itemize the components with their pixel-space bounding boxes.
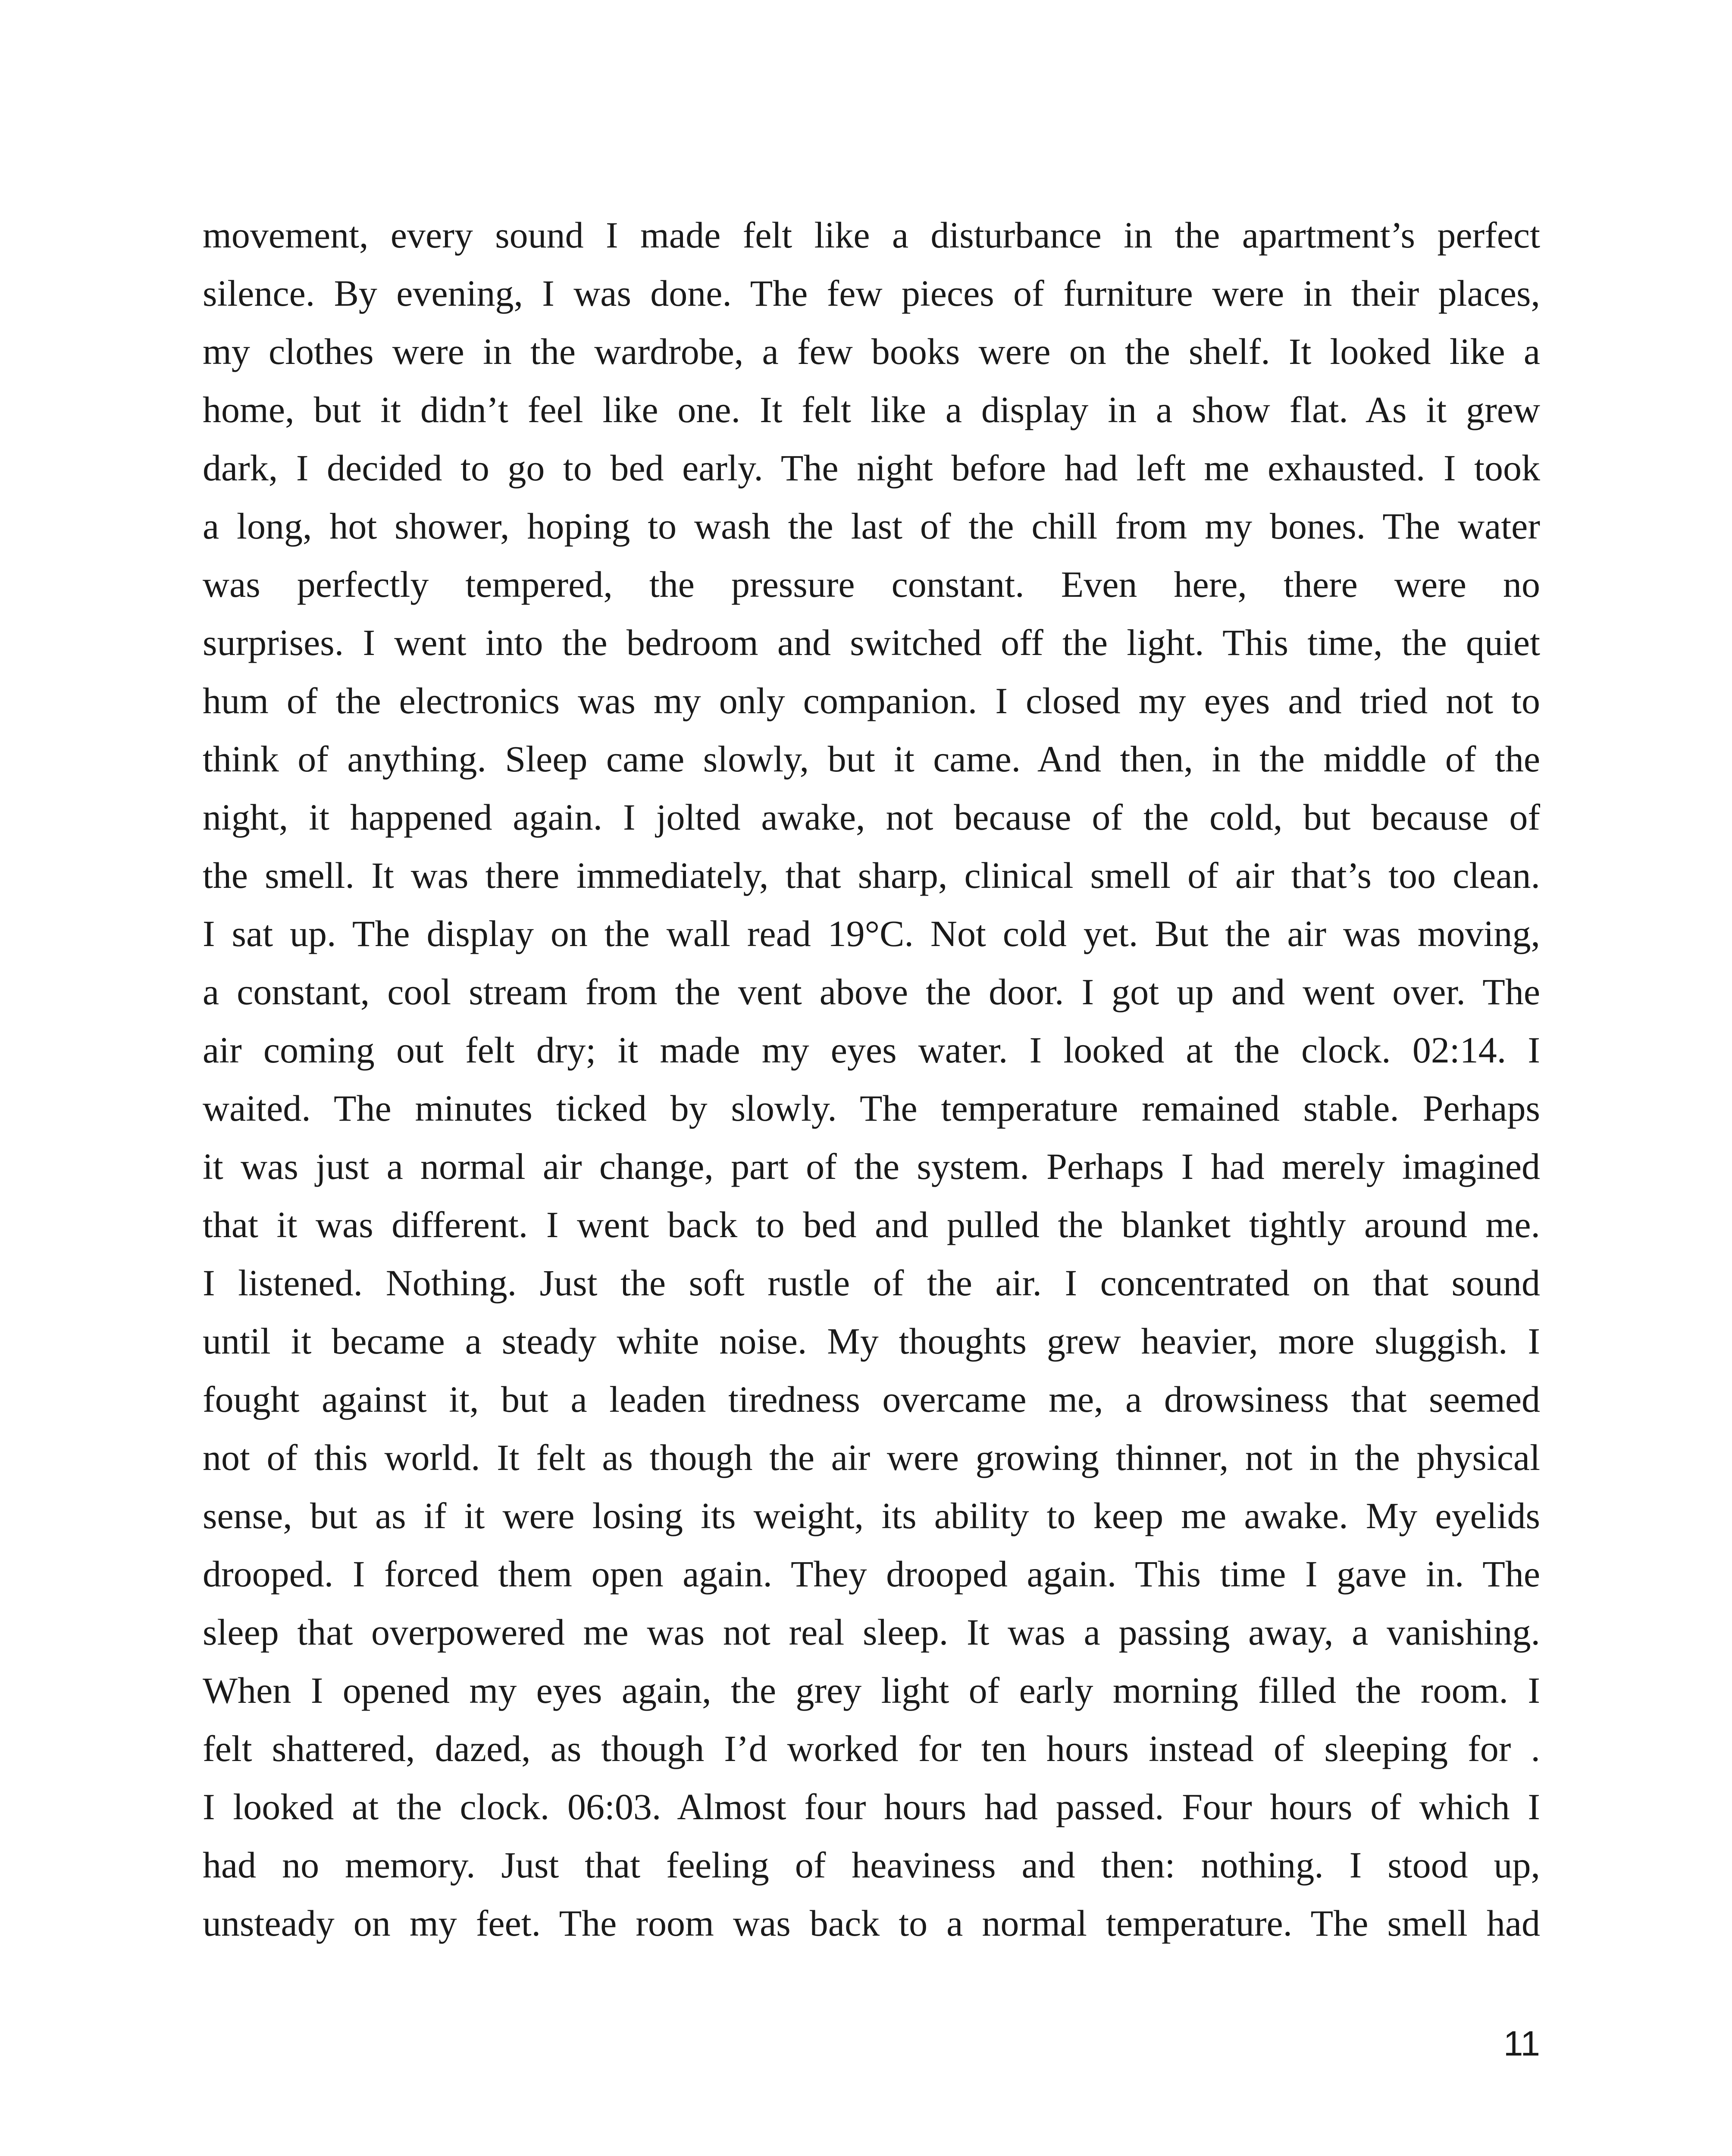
- text-line: movement, every sound I made felt like a disturbance in the apartment’s perfect: [203, 214, 1540, 256]
- text-line: waited. The minutes ticked by slowly. The temperature remained stable. Perhaps: [203, 1087, 1540, 1129]
- text-line: I sat up. The display on the wall read 19°C. Not cold yet. But the air was moving,: [203, 913, 1540, 954]
- text-line: dark, I decided to go to bed early. The night before had left me exhausted. I took: [203, 447, 1540, 489]
- text-line: it was just a normal air change, part of the system. Perhaps I had merely imagined: [203, 1146, 1540, 1187]
- text-line: When I opened my eyes again, the grey light of early morning filled the room. I: [203, 1670, 1540, 1711]
- text-line: I looked at the clock. 06:03. Almost four hours had passed. Four hours of which I: [203, 1786, 1540, 1827]
- text-line: think of anything. Sleep came slowly, but it came. And then, in the middle of the: [203, 738, 1540, 780]
- text-line: hum of the electronics was my only companion. I closed my eyes and tried not to: [203, 680, 1540, 721]
- text-line: night, it happened again. I jolted awake, not because of the cold, but because of: [203, 796, 1540, 838]
- text-line: air coming out felt dry; it made my eyes water. I looked at the clock. 02:14. I: [203, 1029, 1540, 1071]
- text-line: silence. By evening, I was done. The few pieces of furniture were in their places,: [203, 273, 1540, 314]
- text-line: until it became a steady white noise. My thoughts grew heavier, more sluggish. I: [203, 1320, 1540, 1362]
- text-line: had no memory. Just that feeling of heaviness and then: nothing. I stood up,: [203, 1844, 1540, 1886]
- text-line: that it was different. I went back to bed and pulled the blanket tightly around me.: [203, 1204, 1540, 1245]
- text-line: unsteady on my feet. The room was back to a normal temperature. The smell had: [203, 1902, 1540, 1944]
- text-line: not of this world. It felt as though the air were growing thinner, not in the physical: [203, 1437, 1540, 1478]
- page-number: 11: [1503, 2024, 1540, 2063]
- text-line: sense, but as if it were losing its weight, its ability to keep me awake. My eyelids: [203, 1495, 1540, 1536]
- text-line: was perfectly tempered, the pressure constant. Even here, there were no: [203, 564, 1540, 605]
- text-line: home, but it didn’t feel like one. It felt like a display in a show flat. As it grew: [203, 389, 1540, 430]
- text-line: the smell. It was there immediately, that sharp, clinical smell of air that’s too clean.: [203, 855, 1540, 896]
- text-line: a long, hot shower, hoping to wash the last of the chill from my bones. The water: [203, 505, 1540, 547]
- text-line: I listened. Nothing. Just the soft rustle of the air. I concentrated on that sound: [203, 1262, 1540, 1304]
- text-line: a constant, cool stream from the vent above the door. I got up and went over. The: [203, 971, 1540, 1012]
- text-line: surprises. I went into the bedroom and switched off the light. This time, the quiet: [203, 622, 1540, 663]
- text-line: felt shattered, dazed, as though I’d worked for ten hours instead of sleeping for .: [203, 1728, 1540, 1769]
- text-line: my clothes were in the wardrobe, a few books were on the shelf. It looked like a: [203, 331, 1540, 372]
- text-line: sleep that overpowered me was not real sleep. It was a passing away, a vanishing.: [203, 1611, 1540, 1653]
- text-line: drooped. I forced them open again. They drooped again. This time I gave in. The: [203, 1553, 1540, 1595]
- body-text: [203, 206, 1540, 1952]
- text-line: fought against it, but a leaden tiredness overcame me, a drowsiness that seemed: [203, 1379, 1540, 1420]
